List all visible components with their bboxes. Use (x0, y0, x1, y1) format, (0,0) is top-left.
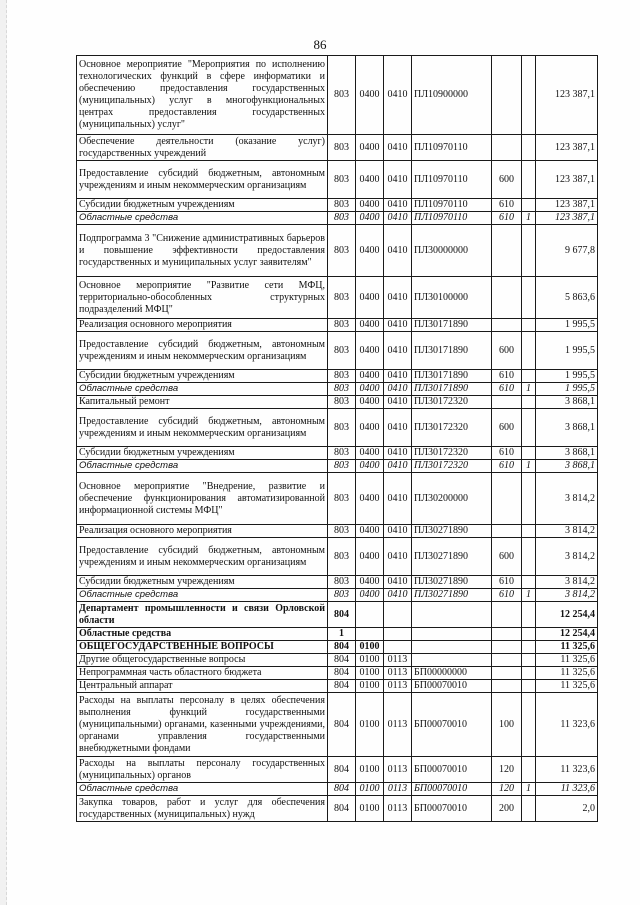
cell-csr: БП00070010 (412, 796, 492, 822)
cell-rz: 0400 (356, 56, 384, 135)
cell-rz: 0100 (356, 641, 384, 654)
cell-gr: 803 (328, 460, 356, 473)
row-name: Предоставление субсидий бюджетным, автономным учреждениям и иным некоммерческим организациям (77, 332, 328, 370)
cell-gr: 803 (328, 383, 356, 396)
cell-gr: 804 (328, 654, 356, 667)
cell-src (522, 628, 536, 641)
table-row (77, 56, 598, 135)
cell-csr: ПЛ30171890 (412, 383, 492, 396)
cell-csr (412, 654, 492, 667)
cell-csr: ПЛ30172320 (412, 409, 492, 447)
cell-rz: 0400 (356, 319, 384, 332)
cell-gr: 803 (328, 225, 356, 277)
cell-csr: БП00070010 (412, 757, 492, 783)
cell-pr: 0113 (384, 757, 412, 783)
cell-vr (492, 667, 522, 680)
cell-pr: 0410 (384, 277, 412, 319)
cell-vr: 610 (492, 383, 522, 396)
cell-rz: 0400 (356, 447, 384, 460)
cell-sum: 3 868,1 (536, 447, 598, 460)
cell-pr: 0410 (384, 409, 412, 447)
cell-sum: 123 387,1 (536, 212, 598, 225)
row-name: Предоставление субсидий бюджетным, автономным учреждениям и иным некоммерческим организациям (77, 409, 328, 447)
cell-src: 1 (522, 212, 536, 225)
cell-src (522, 135, 536, 161)
cell-gr: 803 (328, 409, 356, 447)
cell-rz: 0400 (356, 135, 384, 161)
cell-pr: 0410 (384, 225, 412, 277)
table-row (77, 538, 598, 576)
cell-vr (492, 654, 522, 667)
cell-csr: ПЛ30172320 (412, 460, 492, 473)
cell-csr: БП00070010 (412, 680, 492, 693)
cell-csr: ПЛ30271890 (412, 525, 492, 538)
cell-pr: 0410 (384, 447, 412, 460)
row-name: Капитальный ремонт (77, 396, 328, 409)
cell-rz: 0400 (356, 525, 384, 538)
cell-csr: ПЛ30200000 (412, 473, 492, 525)
table-row (77, 589, 598, 602)
cell-src (522, 693, 536, 757)
cell-sum: 123 387,1 (536, 161, 598, 199)
cell-rz: 0400 (356, 332, 384, 370)
cell-sum: 11 325,6 (536, 680, 598, 693)
cell-vr (492, 396, 522, 409)
table-row (77, 409, 598, 447)
cell-sum: 1 995,5 (536, 383, 598, 396)
cell-sum: 11 325,6 (536, 641, 598, 654)
cell-vr: 200 (492, 796, 522, 822)
cell-sum: 12 254,4 (536, 628, 598, 641)
cell-csr: ПЛ30271890 (412, 589, 492, 602)
cell-pr: 0410 (384, 460, 412, 473)
cell-src (522, 332, 536, 370)
cell-rz: 0100 (356, 680, 384, 693)
row-name: Субсидии бюджетным учреждениям (77, 576, 328, 589)
table-row (77, 319, 598, 332)
cell-vr: 600 (492, 332, 522, 370)
cell-csr: ПЛ30171890 (412, 370, 492, 383)
row-name: Предоставление субсидий бюджетным, автономным учреждениям и иным некоммерческим организациям (77, 538, 328, 576)
cell-pr: 0410 (384, 473, 412, 525)
cell-src (522, 473, 536, 525)
cell-gr: 803 (328, 277, 356, 319)
cell-csr: ПЛ30000000 (412, 225, 492, 277)
cell-sum: 3 814,2 (536, 525, 598, 538)
cell-csr: ПЛ30171890 (412, 319, 492, 332)
cell-vr: 600 (492, 161, 522, 199)
table-row (77, 680, 598, 693)
cell-vr (492, 602, 522, 628)
cell-gr: 804 (328, 680, 356, 693)
cell-vr (492, 525, 522, 538)
cell-sum: 11 325,6 (536, 667, 598, 680)
cell-pr: 0410 (384, 332, 412, 370)
table-row (77, 447, 598, 460)
cell-sum: 3 814,2 (536, 589, 598, 602)
cell-gr: 803 (328, 161, 356, 199)
cell-sum: 123 387,1 (536, 199, 598, 212)
cell-csr: БП00070010 (412, 783, 492, 796)
table-row (77, 199, 598, 212)
cell-vr: 120 (492, 783, 522, 796)
table-row (77, 225, 598, 277)
cell-csr: ПЛ10970110 (412, 161, 492, 199)
cell-pr: 0113 (384, 667, 412, 680)
cell-pr: 0410 (384, 589, 412, 602)
cell-gr: 803 (328, 56, 356, 135)
cell-rz: 0400 (356, 212, 384, 225)
cell-gr: 804 (328, 693, 356, 757)
cell-sum: 3 868,1 (536, 409, 598, 447)
cell-vr: 120 (492, 757, 522, 783)
cell-pr: 0113 (384, 680, 412, 693)
table-row (77, 370, 598, 383)
cell-pr: 0113 (384, 654, 412, 667)
cell-vr: 610 (492, 212, 522, 225)
cell-csr: БП00000000 (412, 667, 492, 680)
row-name: Реализация основного мероприятия (77, 319, 328, 332)
cell-sum: 11 323,6 (536, 757, 598, 783)
cell-gr: 803 (328, 589, 356, 602)
cell-vr: 610 (492, 370, 522, 383)
cell-csr: ПЛ30271890 (412, 576, 492, 589)
cell-src: 1 (522, 783, 536, 796)
cell-vr (492, 277, 522, 319)
page-number: 86 (313, 37, 327, 52)
cell-vr: 600 (492, 538, 522, 576)
cell-pr: 0113 (384, 783, 412, 796)
table-row (77, 628, 598, 641)
row-name: Другие общегосударственные вопросы (77, 654, 328, 667)
cell-sum: 123 387,1 (536, 135, 598, 161)
cell-pr (384, 602, 412, 628)
cell-pr: 0410 (384, 370, 412, 383)
cell-src (522, 576, 536, 589)
cell-vr: 100 (492, 693, 522, 757)
cell-gr: 804 (328, 757, 356, 783)
row-name: Областные средства (77, 628, 328, 641)
cell-vr: 600 (492, 409, 522, 447)
cell-gr: 803 (328, 396, 356, 409)
table-row (77, 161, 598, 199)
cell-csr: БП00070010 (412, 693, 492, 757)
cell-pr: 0410 (384, 135, 412, 161)
cell-sum: 1 995,5 (536, 370, 598, 383)
table-row (77, 460, 598, 473)
cell-sum: 3 814,2 (536, 473, 598, 525)
cell-sum: 2,0 (536, 796, 598, 822)
table-row (77, 396, 598, 409)
cell-csr: ПЛ30271890 (412, 538, 492, 576)
row-name: Субсидии бюджетным учреждениям (77, 370, 328, 383)
cell-src (522, 602, 536, 628)
cell-gr: 803 (328, 212, 356, 225)
cell-rz: 0400 (356, 460, 384, 473)
table-row (77, 667, 598, 680)
row-name: Закупка товаров, работ и услуг для обеспечения государственных (муниципальных) нужд (77, 796, 328, 822)
cell-src (522, 757, 536, 783)
table-row (77, 383, 598, 396)
row-name: Субсидии бюджетным учреждениям (77, 199, 328, 212)
cell-csr (412, 641, 492, 654)
table-row (77, 796, 598, 822)
cell-csr: ПЛ10970110 (412, 135, 492, 161)
cell-src (522, 199, 536, 212)
cell-src (522, 277, 536, 319)
cell-src (522, 680, 536, 693)
cell-vr (492, 628, 522, 641)
row-name: Основное мероприятие "Внедрение, развитие и обеспечение функционирования автоматизированной информационной системы МФЦ" (77, 473, 328, 525)
cell-rz: 0400 (356, 473, 384, 525)
cell-pr: 0410 (384, 538, 412, 576)
cell-rz (356, 602, 384, 628)
cell-csr: ПЛ10970110 (412, 199, 492, 212)
cell-src (522, 641, 536, 654)
row-name: Основное мероприятие "Развитие сети МФЦ, территориально-обособленных структурных подразделений МФЦ" (77, 277, 328, 319)
table-row (77, 473, 598, 525)
cell-csr: ПЛ30172320 (412, 447, 492, 460)
cell-src: 1 (522, 460, 536, 473)
cell-gr: 803 (328, 199, 356, 212)
cell-vr: 610 (492, 576, 522, 589)
scan-edge (0, 0, 7, 905)
cell-sum: 3 868,1 (536, 396, 598, 409)
cell-rz: 0400 (356, 589, 384, 602)
cell-csr: ПЛ30171890 (412, 332, 492, 370)
row-name: Расходы на выплаты персоналу государственных (муниципальных) органов (77, 757, 328, 783)
cell-vr: 610 (492, 589, 522, 602)
cell-src (522, 796, 536, 822)
cell-gr: 803 (328, 447, 356, 460)
cell-pr (384, 641, 412, 654)
row-name: Областные средства (77, 212, 328, 225)
cell-rz: 0100 (356, 693, 384, 757)
cell-pr: 0410 (384, 56, 412, 135)
table-row (77, 654, 598, 667)
row-name: ОБЩЕГОСУДАРСТВЕННЫЕ ВОПРОСЫ (77, 641, 328, 654)
cell-rz: 0400 (356, 161, 384, 199)
row-name: Областные средства (77, 783, 328, 796)
row-name: Областные средства (77, 460, 328, 473)
cell-src (522, 525, 536, 538)
row-name: Предоставление субсидий бюджетным, автономным учреждениям и иным некоммерческим организациям (77, 161, 328, 199)
row-name: Центральный аппарат (77, 680, 328, 693)
cell-rz: 0100 (356, 654, 384, 667)
cell-pr: 0410 (384, 576, 412, 589)
cell-csr: ПЛ10900000 (412, 56, 492, 135)
cell-csr (412, 602, 492, 628)
cell-vr (492, 473, 522, 525)
cell-gr: 1 (328, 628, 356, 641)
cell-src (522, 409, 536, 447)
cell-rz: 0400 (356, 576, 384, 589)
cell-rz: 0400 (356, 277, 384, 319)
cell-csr: ПЛ10970110 (412, 212, 492, 225)
cell-sum: 1 995,5 (536, 319, 598, 332)
cell-sum: 123 387,1 (536, 56, 598, 135)
row-name: Реализация основного мероприятия (77, 525, 328, 538)
cell-pr: 0410 (384, 199, 412, 212)
cell-gr: 804 (328, 796, 356, 822)
cell-sum: 11 323,6 (536, 693, 598, 757)
cell-gr: 804 (328, 667, 356, 680)
table-row (77, 135, 598, 161)
cell-rz (356, 628, 384, 641)
cell-src (522, 370, 536, 383)
cell-sum: 3 814,2 (536, 576, 598, 589)
cell-gr: 803 (328, 525, 356, 538)
cell-pr: 0113 (384, 796, 412, 822)
row-name: Основное мероприятие "Мероприятия по исполнению технологических функций в сфере информатики и обеспечению предоставления государственных (муниципальных) услуг в многофункциональных центрах предоставления государственных (муниципальных) услуг" (77, 56, 328, 135)
cell-src (522, 319, 536, 332)
cell-sum: 11 325,6 (536, 654, 598, 667)
cell-sum: 5 863,6 (536, 277, 598, 319)
cell-gr: 804 (328, 783, 356, 796)
cell-src (522, 667, 536, 680)
cell-vr: 610 (492, 447, 522, 460)
row-name: Департамент промышленности и связи Орловской области (77, 602, 328, 628)
cell-gr: 804 (328, 641, 356, 654)
cell-rz: 0400 (356, 370, 384, 383)
cell-gr: 803 (328, 332, 356, 370)
table-row (77, 602, 598, 628)
cell-sum: 1 995,5 (536, 332, 598, 370)
table-row (77, 693, 598, 757)
table-row (77, 525, 598, 538)
cell-src: 1 (522, 383, 536, 396)
cell-src (522, 447, 536, 460)
cell-rz: 0400 (356, 383, 384, 396)
cell-gr: 803 (328, 135, 356, 161)
cell-src (522, 654, 536, 667)
row-name: Областные средства (77, 589, 328, 602)
cell-rz: 0400 (356, 396, 384, 409)
cell-rz: 0400 (356, 409, 384, 447)
cell-vr (492, 641, 522, 654)
cell-gr: 803 (328, 576, 356, 589)
cell-sum: 11 323,6 (536, 783, 598, 796)
cell-pr: 0113 (384, 693, 412, 757)
cell-sum: 9 677,8 (536, 225, 598, 277)
cell-gr: 803 (328, 370, 356, 383)
cell-rz: 0100 (356, 796, 384, 822)
cell-pr: 0410 (384, 525, 412, 538)
cell-gr: 803 (328, 473, 356, 525)
cell-sum: 3 868,1 (536, 460, 598, 473)
cell-src: 1 (522, 589, 536, 602)
cell-vr: 610 (492, 460, 522, 473)
cell-rz: 0400 (356, 538, 384, 576)
cell-csr: ПЛ30100000 (412, 277, 492, 319)
table-row (77, 332, 598, 370)
cell-rz: 0100 (356, 783, 384, 796)
cell-sum: 12 254,4 (536, 602, 598, 628)
row-name: Областные средства (77, 383, 328, 396)
row-name: Расходы на выплаты персоналу в целях обеспечения выполнения функций государственными (муниципальными) органами, казенными учреждениями, органами управления государственными внебюджетными фондами (77, 693, 328, 757)
cell-vr (492, 225, 522, 277)
row-name: Субсидии бюджетным учреждениям (77, 447, 328, 460)
cell-gr: 803 (328, 319, 356, 332)
budget-table (76, 55, 598, 822)
cell-rz: 0100 (356, 757, 384, 783)
cell-pr (384, 628, 412, 641)
cell-vr (492, 135, 522, 161)
row-name: Обеспечение деятельности (оказание услуг) государственных учреждений (77, 135, 328, 161)
cell-rz: 0100 (356, 667, 384, 680)
cell-pr: 0410 (384, 383, 412, 396)
table-row (77, 576, 598, 589)
cell-gr: 804 (328, 602, 356, 628)
cell-vr (492, 680, 522, 693)
cell-src (522, 56, 536, 135)
cell-rz: 0400 (356, 199, 384, 212)
cell-vr: 610 (492, 199, 522, 212)
cell-pr: 0410 (384, 161, 412, 199)
cell-gr: 803 (328, 538, 356, 576)
cell-vr (492, 319, 522, 332)
cell-csr: ПЛ30172320 (412, 396, 492, 409)
table-row (77, 783, 598, 796)
cell-src (522, 538, 536, 576)
cell-rz: 0400 (356, 225, 384, 277)
cell-csr (412, 628, 492, 641)
cell-pr: 0410 (384, 212, 412, 225)
cell-src (522, 161, 536, 199)
cell-sum: 3 814,2 (536, 538, 598, 576)
cell-vr (492, 56, 522, 135)
cell-pr: 0410 (384, 319, 412, 332)
table-row (77, 641, 598, 654)
cell-src (522, 396, 536, 409)
row-name: Непрограммная часть областного бюджета (77, 667, 328, 680)
table-row (77, 212, 598, 225)
cell-src (522, 225, 536, 277)
table-row (77, 757, 598, 783)
row-name: Подпрограмма 3 "Снижение административных барьеров и повышение эффективности предоставления государственных и муниципальных услуг заявителям" (77, 225, 328, 277)
table-row (77, 277, 598, 319)
cell-pr: 0410 (384, 396, 412, 409)
